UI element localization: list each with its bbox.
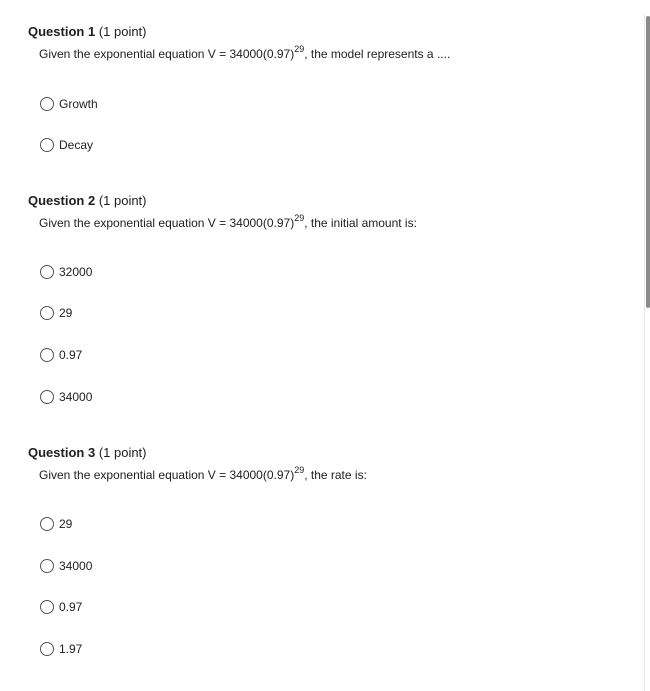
radio-button[interactable] bbox=[40, 97, 54, 111]
option-1-97[interactable] bbox=[40, 639, 82, 659]
question-1 bbox=[28, 24, 628, 152]
radio-button[interactable] bbox=[40, 600, 54, 614]
option-29[interactable] bbox=[40, 514, 72, 534]
question-text bbox=[39, 215, 417, 231]
question-text-end: , the initial amount is: bbox=[304, 216, 417, 230]
option-growth[interactable] bbox=[40, 94, 98, 114]
radio-button[interactable] bbox=[40, 306, 54, 320]
question-points: (1 point) bbox=[98, 193, 147, 208]
radio-button[interactable] bbox=[40, 138, 54, 152]
question-title: Question 3 bbox=[28, 445, 96, 460]
scrollbar-thumb[interactable] bbox=[646, 16, 650, 308]
radio-button[interactable] bbox=[40, 517, 54, 531]
question-text-end: , the rate is: bbox=[304, 468, 367, 482]
option-0-97[interactable] bbox=[40, 597, 82, 617]
option-label: Growth bbox=[59, 97, 98, 111]
question-header bbox=[28, 24, 628, 40]
radio-button[interactable] bbox=[40, 265, 54, 279]
question-text bbox=[39, 467, 367, 483]
radio-button[interactable] bbox=[40, 642, 54, 656]
option-decay[interactable] bbox=[40, 135, 93, 155]
option-label: 29 bbox=[59, 306, 73, 320]
option-label: Decay bbox=[59, 138, 94, 152]
question-text-main: Given the exponential equation V = 34000(0.97) bbox=[39, 47, 295, 61]
question-title: Question 2 bbox=[28, 193, 96, 208]
option-label: 34000 bbox=[59, 559, 93, 573]
question-3 bbox=[28, 445, 628, 656]
option-label: 34000 bbox=[59, 390, 93, 404]
question-points: (1 point) bbox=[98, 24, 147, 39]
question-text-end: , the model represents a .... bbox=[304, 47, 451, 61]
option-label: 1.97 bbox=[59, 642, 83, 656]
question-text-main: Given the exponential equation V = 34000(0.97) bbox=[39, 468, 295, 482]
option-label: 29 bbox=[59, 517, 73, 531]
option-32000[interactable] bbox=[40, 262, 92, 282]
question-text bbox=[39, 46, 450, 62]
option-34000[interactable] bbox=[40, 556, 92, 576]
question-points: (1 point) bbox=[98, 445, 147, 460]
option-29[interactable] bbox=[40, 303, 72, 323]
radio-button[interactable] bbox=[40, 559, 54, 573]
radio-button[interactable] bbox=[40, 390, 54, 404]
option-label: 0.97 bbox=[59, 600, 83, 614]
question-title: Question 1 bbox=[28, 24, 96, 39]
question-text-main: Given the exponential equation V = 34000(0.97) bbox=[39, 216, 295, 230]
question-2 bbox=[28, 193, 628, 404]
question-header bbox=[28, 193, 628, 209]
option-0-97[interactable] bbox=[40, 345, 82, 365]
question-exponent: 29 bbox=[294, 44, 305, 54]
option-34000[interactable] bbox=[40, 387, 92, 407]
option-label: 0.97 bbox=[59, 348, 83, 362]
question-exponent: 29 bbox=[294, 465, 305, 475]
radio-button[interactable] bbox=[40, 348, 54, 362]
question-header bbox=[28, 445, 628, 461]
question-exponent: 29 bbox=[294, 213, 305, 223]
option-label: 32000 bbox=[59, 265, 93, 279]
